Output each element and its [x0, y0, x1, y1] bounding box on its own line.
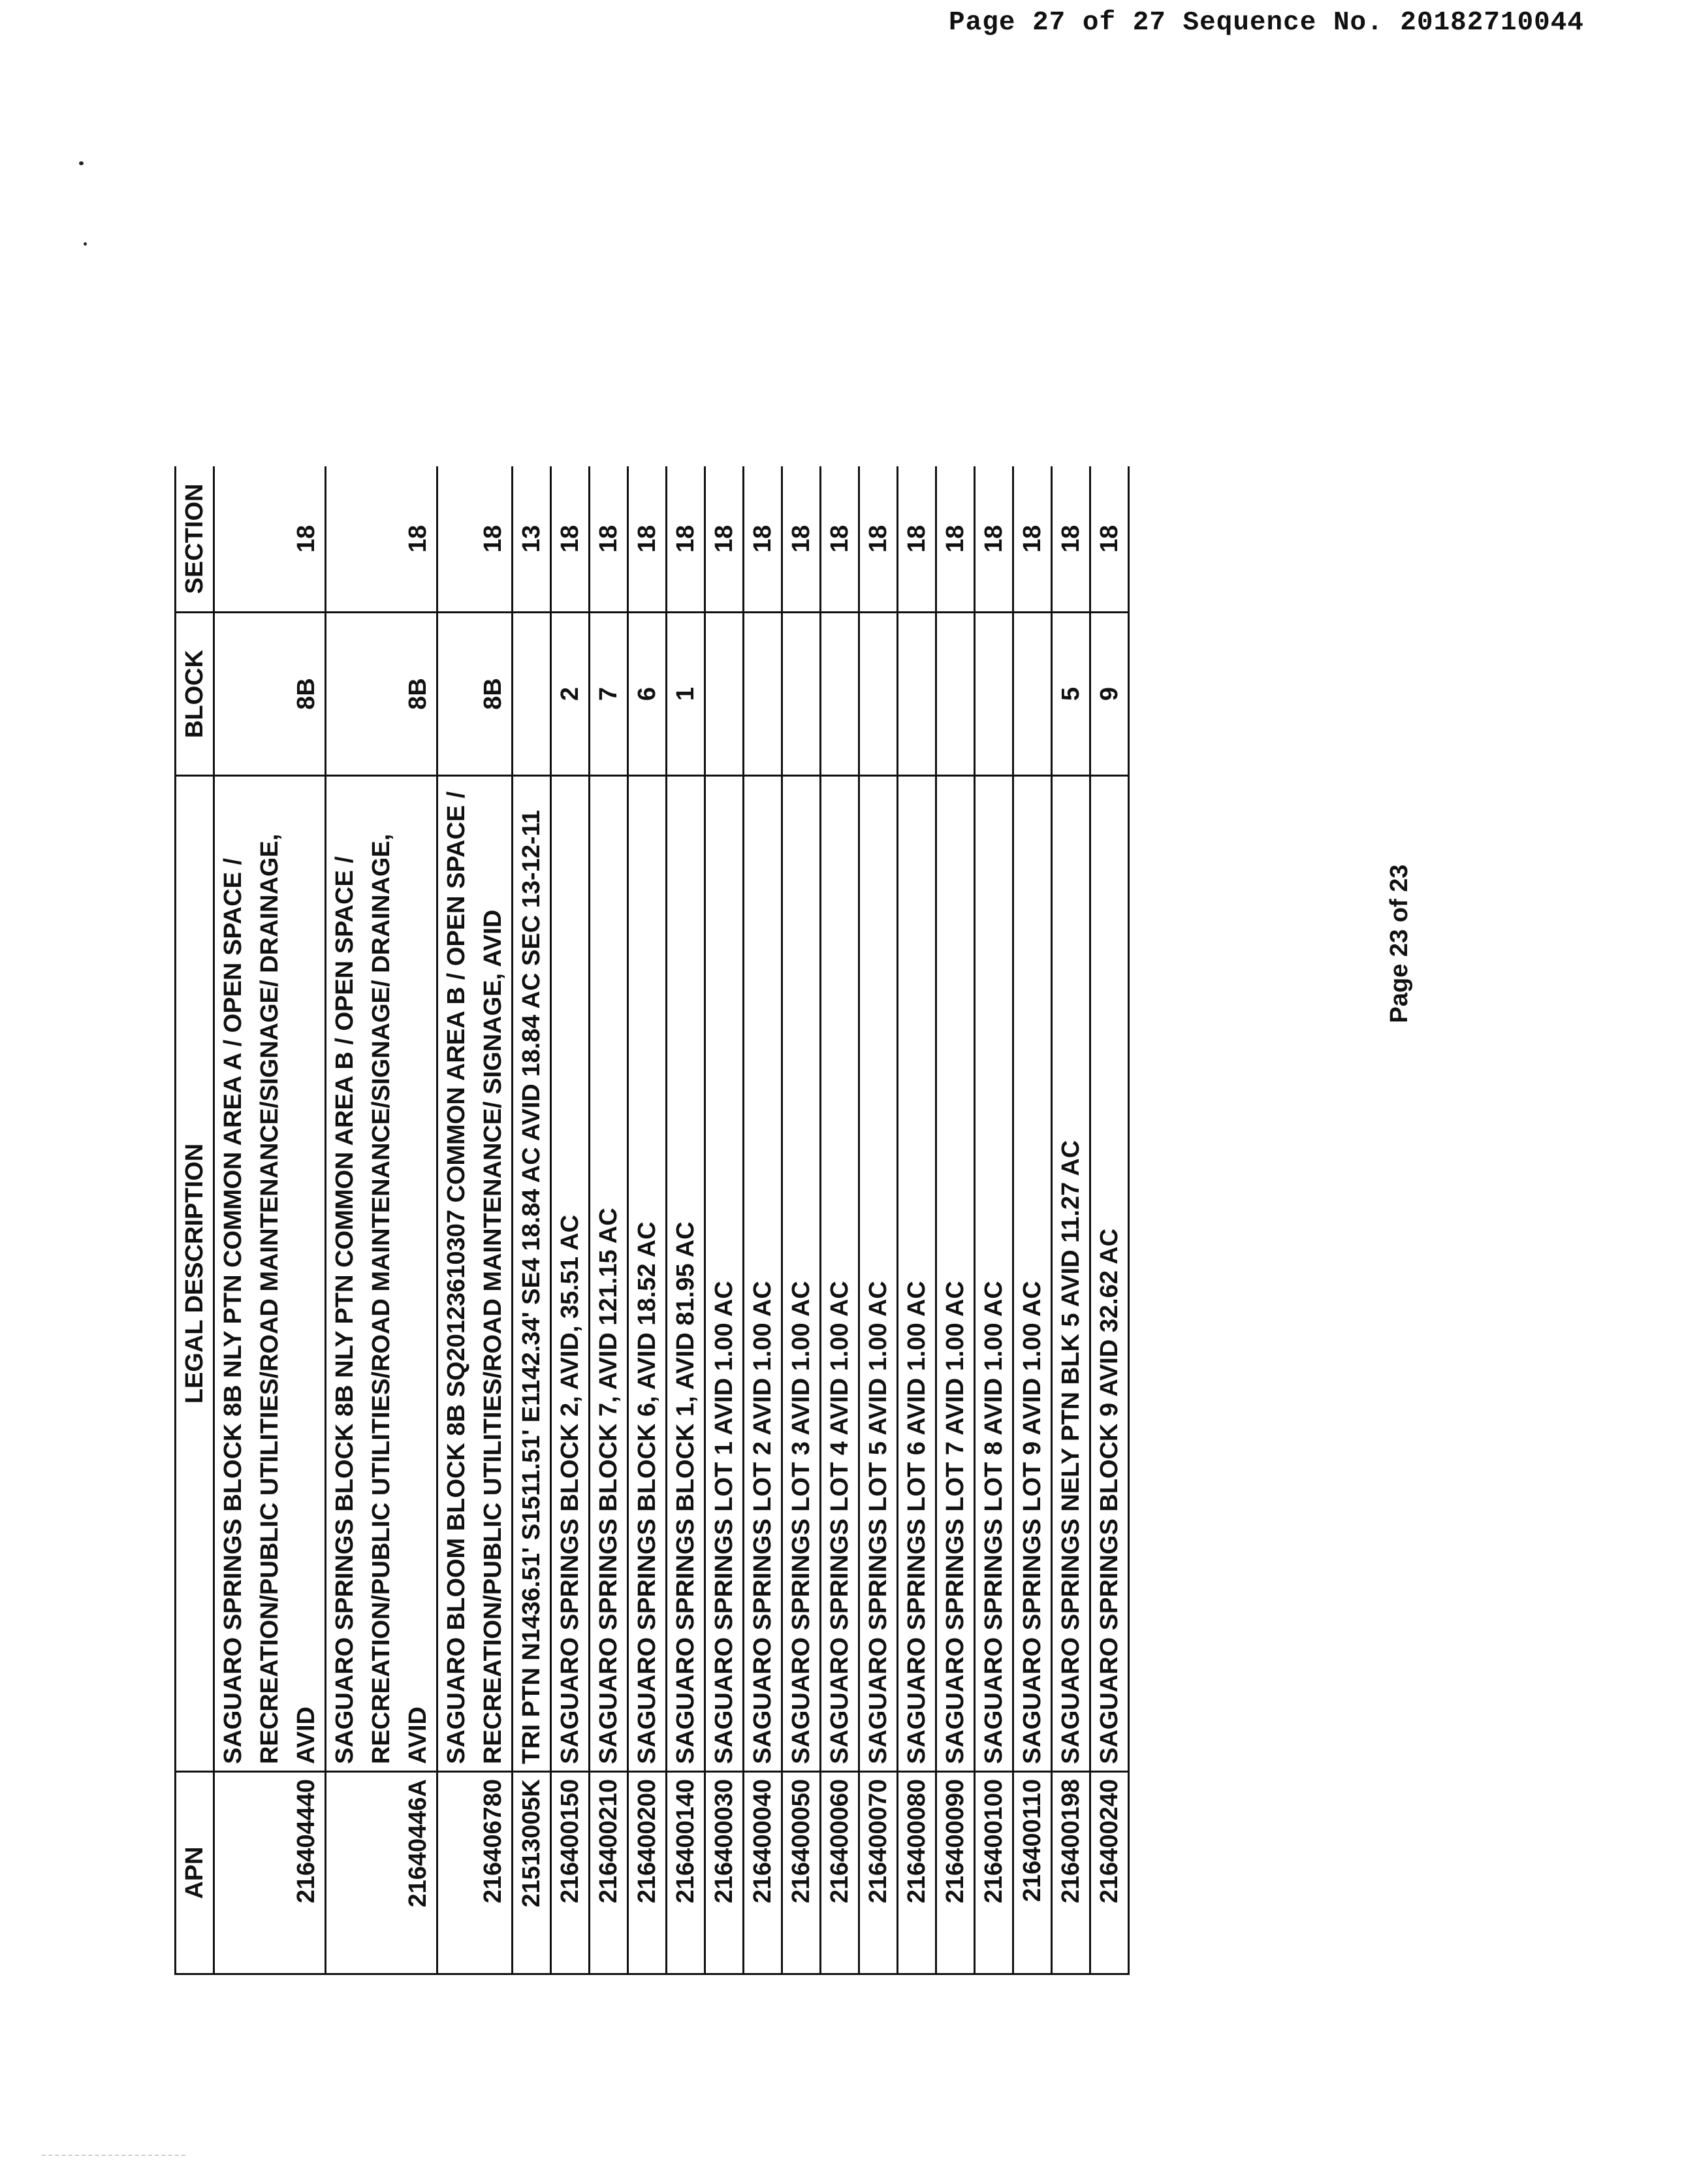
- legal-description-cell: TRI PTN N1436.51' S1511.51' E1142.34' SE4 18.84 AC AVID 18.84 AC SEC 13-12-11: [513, 776, 551, 1772]
- apn-cell: 216404440: [214, 1772, 326, 1974]
- column-header-legal-description: LEGAL DESCRIPTION: [176, 776, 214, 1772]
- block-cell: 5: [1052, 613, 1090, 776]
- table-row: [590, 466, 628, 1974]
- legal-description-cell: SAGUARO SPRINGS LOT 6 AVID 1.00 AC: [898, 776, 936, 1772]
- section-cell: 18: [326, 466, 437, 613]
- apn-cell: 216400150: [551, 1772, 590, 1974]
- legal-description-cell: SAGUARO SPRINGS BLOCK 7, AVID 121.15 AC: [590, 776, 628, 1772]
- block-cell: 9: [1090, 613, 1129, 776]
- legal-description-cell: SAGUARO SPRINGS LOT 5 AVID 1.00 AC: [859, 776, 898, 1772]
- section-cell: 18: [898, 466, 936, 613]
- apn-cell: 216400060: [821, 1772, 859, 1974]
- table-row: [667, 466, 705, 1974]
- table-row: [859, 466, 898, 1974]
- table-row: [975, 466, 1013, 1974]
- apn-cell: 216400200: [628, 1772, 667, 1974]
- rotated-table-frame: [174, 466, 1348, 1975]
- block-cell: [1013, 613, 1052, 776]
- block-cell: [705, 613, 744, 776]
- block-cell: 8B: [214, 613, 326, 776]
- scan-edge-mark: [42, 2155, 185, 2159]
- section-cell: 18: [705, 466, 744, 613]
- legal-description-cell: SAGUARO SPRINGS BLOCK 2, AVID, 35.51 AC: [551, 776, 590, 1772]
- table-row: [513, 466, 551, 1974]
- section-cell: 18: [214, 466, 326, 613]
- apn-cell: 216406780: [437, 1772, 513, 1974]
- section-cell: 18: [1052, 466, 1090, 613]
- table-row: [705, 466, 744, 1974]
- legal-description-cell: SAGUARO SPRINGS LOT 9 AVID 1.00 AC: [1013, 776, 1052, 1772]
- apn-cell: 216400110: [1013, 1772, 1052, 1974]
- section-cell: 18: [782, 466, 821, 613]
- apn-cell: 21513005K: [513, 1772, 551, 1974]
- block-cell: [975, 613, 1013, 776]
- column-header-section: SECTION: [176, 466, 214, 613]
- section-cell: 18: [590, 466, 628, 613]
- block-cell: [744, 613, 782, 776]
- table-row: [744, 466, 782, 1974]
- block-cell: 6: [628, 613, 667, 776]
- section-cell: 18: [437, 466, 513, 613]
- legal-description-cell: SAGUARO SPRINGS LOT 7 AVID 1.00 AC: [936, 776, 975, 1772]
- block-cell: [782, 613, 821, 776]
- block-cell: [936, 613, 975, 776]
- table-row: [936, 466, 975, 1974]
- table-header-row: [176, 466, 214, 1974]
- block-cell: 2: [551, 613, 590, 776]
- apn-cell: 216400100: [975, 1772, 1013, 1974]
- legal-description-cell: SAGUARO SPRINGS BLOCK 8B NLY PTN COMMON AREA A / OPEN SPACE / RECREATION/PUBLIC UTILITIES/ROAD MAINTENANCE/SIGNAGE/ DRAINAGE, AVID: [214, 776, 326, 1772]
- legal-description-cell: SAGUARO SPRINGS LOT 2 AVID 1.00 AC: [744, 776, 782, 1772]
- section-cell: 13: [513, 466, 551, 613]
- block-cell: [898, 613, 936, 776]
- section-cell: 18: [667, 466, 705, 613]
- column-header-apn: APN: [176, 1772, 214, 1974]
- table-body: [214, 466, 1129, 1974]
- section-cell: 18: [936, 466, 975, 613]
- apn-cell: 216400080: [898, 1772, 936, 1974]
- page-number: Page 23 of 23: [1386, 864, 1413, 1023]
- block-cell: 1: [667, 613, 705, 776]
- table-row: [1090, 466, 1129, 1974]
- scan-speck: [84, 242, 87, 246]
- section-cell: 18: [1090, 466, 1129, 613]
- apn-cell: 216400090: [936, 1772, 975, 1974]
- rotated-table-region: [174, 466, 1348, 1975]
- legal-description-cell: SAGUARO SPRINGS BLOCK 6, AVID 18.52 AC: [628, 776, 667, 1772]
- table-row: [214, 466, 326, 1974]
- legal-description-cell: SAGUARO SPRINGS LOT 1 AVID 1.00 AC: [705, 776, 744, 1772]
- apn-cell: 216400210: [590, 1772, 628, 1974]
- legal-description-cell: SAGUARO BLOOM BLOCK 8B SQ20123610307 COMMON AREA B / OPEN SPACE / RECREATION/PUBLIC UTILITIES/ROAD MAINTENANCE/ SIGNAGE, AVID: [437, 776, 513, 1772]
- section-cell: 18: [859, 466, 898, 613]
- section-cell: 18: [551, 466, 590, 613]
- table-row: [782, 466, 821, 1974]
- legal-description-cell: SAGUARO SPRINGS LOT 4 AVID 1.00 AC: [821, 776, 859, 1772]
- apn-cell: 216400240: [1090, 1772, 1129, 1974]
- legal-description-cell: SAGUARO SPRINGS NELY PTN BLK 5 AVID 11.27 AC: [1052, 776, 1090, 1772]
- legal-description-cell: SAGUARO SPRINGS BLOCK 8B NLY PTN COMMON AREA B / OPEN SPACE / RECREATION/PUBLIC UTILITIES/ROAD MAINTENANCE/SIGNAGE/ DRAINAGE, AVID: [326, 776, 437, 1772]
- column-header-block: BLOCK: [176, 613, 214, 776]
- block-cell: 7: [590, 613, 628, 776]
- apn-cell: 216400070: [859, 1772, 898, 1974]
- section-cell: 18: [744, 466, 782, 613]
- apn-cell: 216400198: [1052, 1772, 1090, 1974]
- apn-cell: 216400140: [667, 1772, 705, 1974]
- scan-speck: [79, 161, 84, 165]
- section-cell: 18: [1013, 466, 1052, 613]
- block-cell: 8B: [437, 613, 513, 776]
- section-cell: 18: [821, 466, 859, 613]
- apn-cell: 216400050: [782, 1772, 821, 1974]
- block-cell: [513, 613, 551, 776]
- table-row: [551, 466, 590, 1974]
- apn-cell: 216400040: [744, 1772, 782, 1974]
- table-row: [628, 466, 667, 1974]
- legal-description-cell: SAGUARO SPRINGS BLOCK 9 AVID 32.62 AC: [1090, 776, 1129, 1772]
- legal-description-cell: SAGUARO SPRINGS LOT 8 AVID 1.00 AC: [975, 776, 1013, 1772]
- legal-description-cell: SAGUARO SPRINGS BLOCK 1, AVID 81.95 AC: [667, 776, 705, 1772]
- block-cell: 8B: [326, 613, 437, 776]
- table-row: [1013, 466, 1052, 1974]
- parcel-table: [174, 466, 1130, 1975]
- table-row: [1052, 466, 1090, 1974]
- table-row: [898, 466, 936, 1974]
- legal-description-cell: SAGUARO SPRINGS LOT 3 AVID 1.00 AC: [782, 776, 821, 1772]
- sequence-stamp: Page 27 of 27 Sequence No. 20182710044: [949, 8, 1584, 38]
- block-cell: [859, 613, 898, 776]
- apn-cell: 216400030: [705, 1772, 744, 1974]
- section-cell: 18: [628, 466, 667, 613]
- table-row: [437, 466, 513, 1974]
- apn-cell: 21640446A: [326, 1772, 437, 1974]
- section-cell: 18: [975, 466, 1013, 613]
- block-cell: [821, 613, 859, 776]
- table-row: [326, 466, 437, 1974]
- table-row: [821, 466, 859, 1974]
